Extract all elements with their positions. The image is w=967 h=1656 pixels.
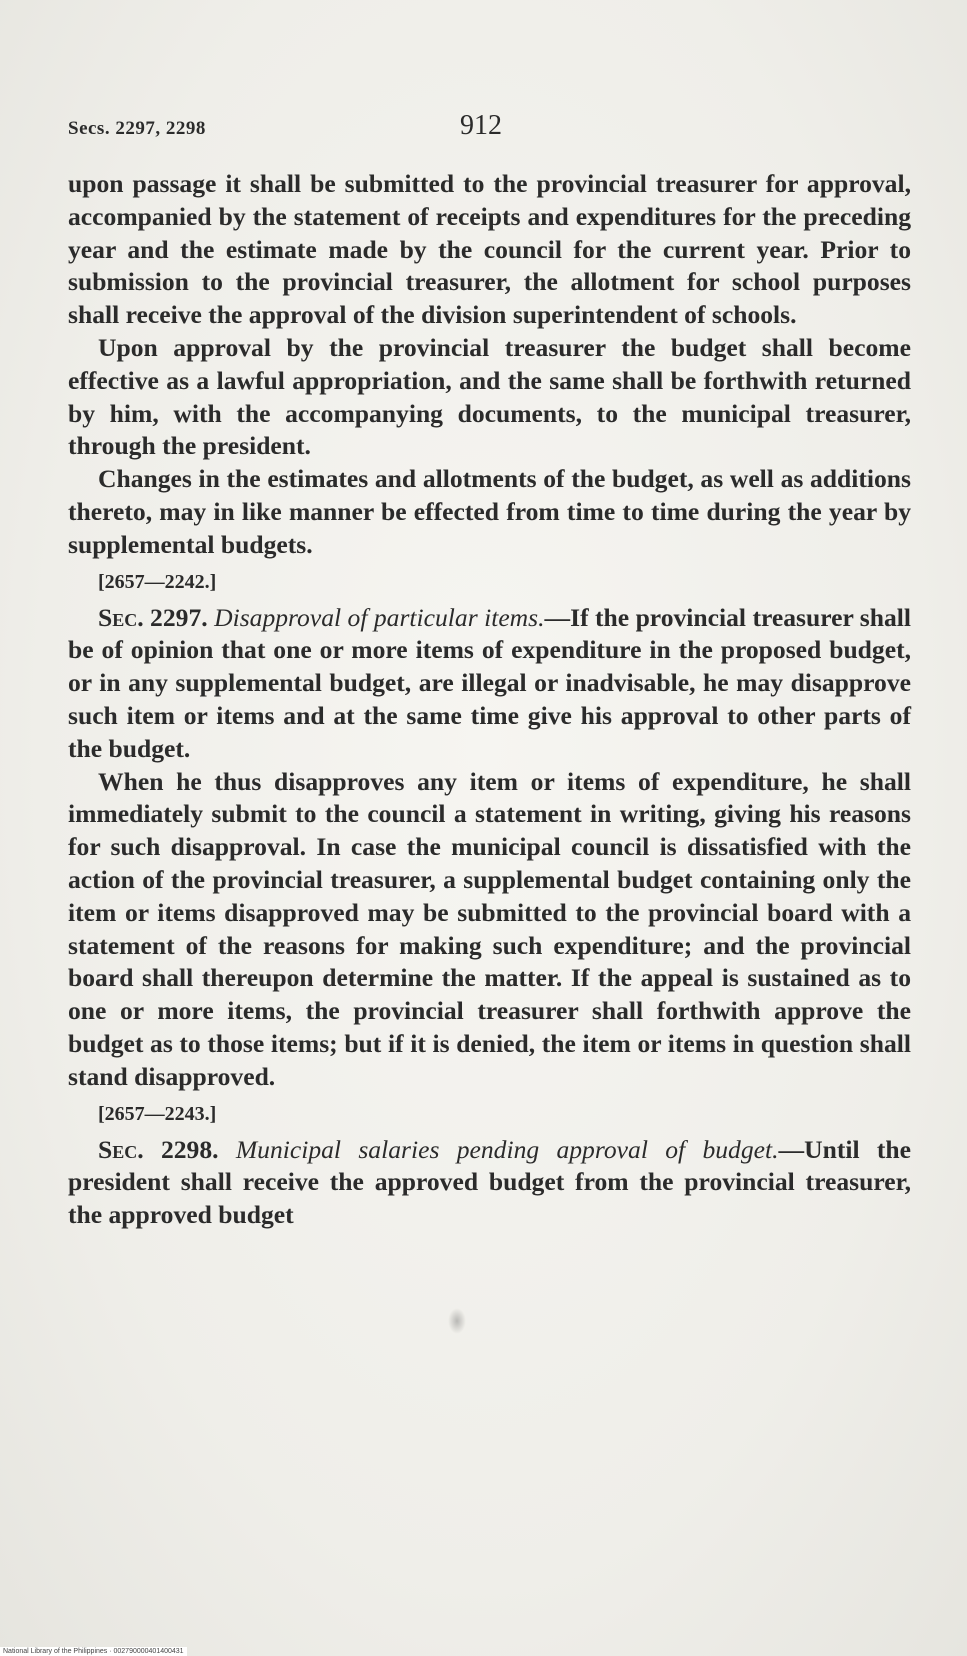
scan-smudge — [448, 1308, 466, 1334]
section-2298-label: Sec. 2298. — [98, 1134, 219, 1164]
section-2297-paragraph-2: When he thus disapproves any item or items of expenditure, he shall immediately submit to the council a statement in writing, giving his reasons for such disapproval. In case the municipal council is dissatisfied with the action of the provincial treasurer, a supplemental budget containing only the item or items disapproved may be submitted to the provincial board with a statement of the reasons for making such expenditure; and the provincial board shall thereupon determine the matter. If the appeal is sustained as to one or more items, the provincial treasurer shall forthwith approve the budget as to those items; but if it is denied, the item or items in question shall stand disapproved. — [68, 766, 911, 1091]
citation-2243: [2657—2243.] — [98, 1102, 217, 1125]
paragraph-changes: Changes in the estimates and allotments of the budget, as well as additions thereto, may in like manner be effected from time to time during the year by supplemental budgets. — [68, 464, 911, 559]
citation-2242: [2657—2242.] — [98, 570, 217, 593]
section-2298-title: Municipal salaries pending approval of budget. — [235, 1134, 779, 1164]
section-2297-title: Disapproval of particular items. — [214, 602, 545, 632]
paragraph-approval: Upon approval by the provincial treasurer the budget shall become effective as a lawful appropriation, and the same shall be forthwith returned by him, with the accompanying documents, to the municipal treasurer, through the president. — [68, 332, 911, 461]
page-header — [68, 110, 908, 150]
page-number: 912 — [460, 110, 502, 141]
sections-reference: Secs. 2297, 2298 — [68, 118, 206, 139]
body-text — [68, 168, 911, 1232]
section-2298 — [68, 1134, 911, 1232]
section-2297-text: —If the provincial treasurer shall be of opinion that one or more items of expenditure in the proposed budget, or in any supplemental budget, are illegal or inadvisable, he may disapprove such item or items and at the same time give his approval to other parts of the budget. — [68, 602, 912, 763]
paragraph-continuation: upon passage it shall be submitted to the provincial treasurer for approval, accompanied by the statement of receipts and expenditures for the preceding year and the estimate made by the council for the current year. Prior to submission to the provincial treasurer, the allotment for school purposes shall receive the approval of the division superintendent of schools. — [68, 169, 911, 330]
scan-footer: National Library of the Philippines · 002790000401400431 — [0, 1647, 187, 1656]
section-2297 — [68, 602, 911, 766]
section-2297-label: Sec. 2297. — [98, 602, 208, 632]
section-2298-text: —Until the president shall receive the approved budget from the provincial treasurer, the approved budget — [68, 1134, 911, 1230]
